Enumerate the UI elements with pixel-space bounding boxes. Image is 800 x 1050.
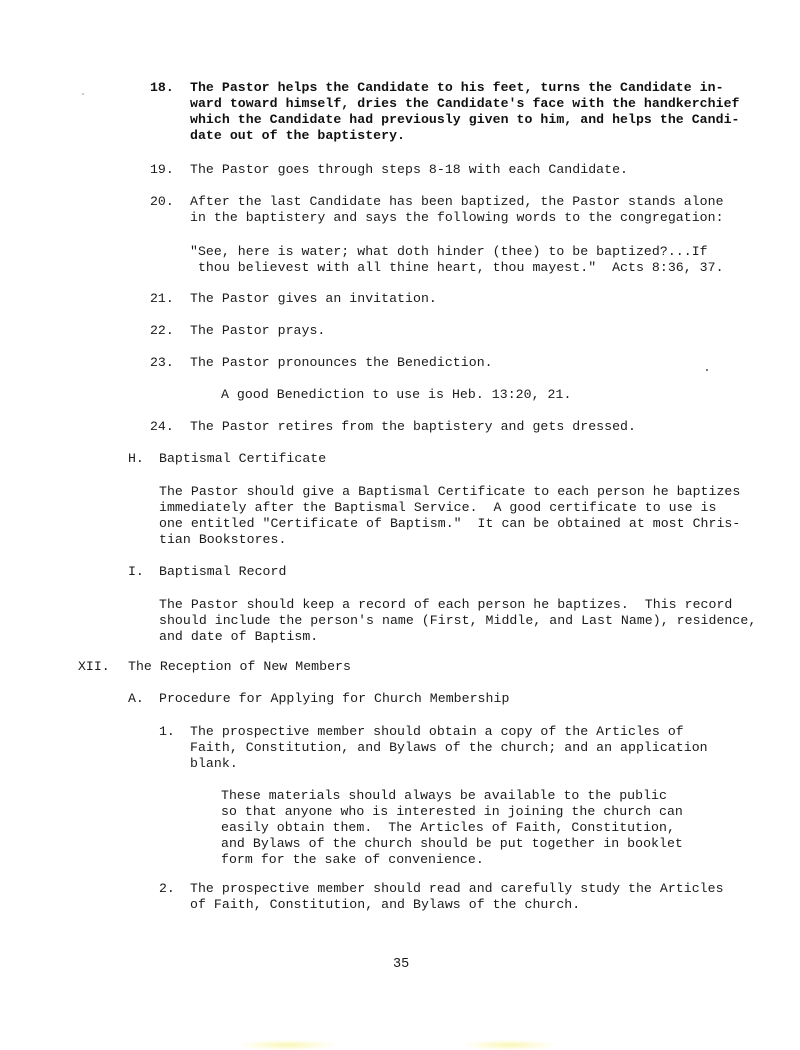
scan-speck [82, 93, 84, 95]
item-text-line: Faith, Constitution, and Bylaws of the church; and an application [190, 740, 708, 755]
step-number: 20. [150, 194, 174, 209]
page-number: 35 [393, 957, 410, 972]
section-i-paragraph-line: and date of Baptism. [159, 629, 319, 644]
section-h-paragraph-line: immediately after the Baptismal Service. A good certificate to use is [159, 500, 717, 515]
step-number: 24. [150, 419, 174, 434]
subsection-a-title: Procedure for Applying for Church Membership [159, 691, 510, 706]
scan-smudge [465, 1040, 555, 1050]
section-h-paragraph-line: tian Bookstores. [159, 532, 287, 547]
scan-speck [706, 369, 708, 371]
benediction-note: A good Benediction to use is Heb. 13:20, 21. [221, 387, 572, 402]
step-text-line: The Pastor prays. [190, 323, 326, 338]
section-h-label: H. [128, 451, 144, 466]
section-i-paragraph-line: should include the person's name (First, Middle, and Last Name), residence, [159, 613, 757, 628]
scripture-quote-line: "See, here is water; what doth hinder (thee) to be baptized?...If [190, 244, 708, 259]
item-note-line: form for the sake of convenience. [221, 852, 484, 867]
step-number: 18. [150, 80, 174, 95]
section-xii-title: The Reception of New Members [128, 659, 351, 674]
item-note-line: and Bylaws of the church should be put together in booklet [221, 836, 683, 851]
section-i-paragraph-line: The Pastor should keep a record of each person he baptizes. This record [159, 597, 733, 612]
scripture-quote-line: thou believest with all thine heart, thou mayest." Acts 8:36, 37. [190, 260, 724, 275]
step-text-line: The Pastor pronounces the Benediction. [190, 355, 493, 370]
step-number: 22. [150, 323, 174, 338]
item-number: 2. [159, 881, 175, 896]
step-text-line: date out of the baptistery. [190, 128, 406, 143]
section-h-title: Baptismal Certificate [159, 451, 327, 466]
section-i-label: I. [128, 564, 144, 579]
step-text-line: The Pastor retires from the baptistery and gets dressed. [190, 419, 636, 434]
step-text-line: After the last Candidate has been baptized, the Pastor stands alone [190, 194, 724, 209]
section-i-title: Baptismal Record [159, 564, 287, 579]
step-text-line: in the baptistery and says the following words to the congregation: [190, 210, 724, 225]
item-note-line: easily obtain them. The Articles of Faith, Constitution, [221, 820, 675, 835]
item-text-line: of Faith, Constitution, and Bylaws of the church. [190, 897, 581, 912]
step-text-line: which the Candidate had previously given to him, and helps the Candi- [190, 112, 740, 127]
item-note-line: so that anyone who is interested in joining the church can [221, 804, 683, 819]
step-text-line: ward toward himself, dries the Candidate's face with the handkerchief [190, 96, 740, 111]
section-h-paragraph-line: one entitled "Certificate of Baptism." It can be obtained at most Chris- [159, 516, 741, 531]
step-text-line: The Pastor gives an invitation. [190, 291, 437, 306]
scan-smudge [240, 1040, 335, 1050]
step-number: 21. [150, 291, 174, 306]
subsection-a-label: A. [128, 691, 144, 706]
item-text-line: The prospective member should obtain a copy of the Articles of [190, 724, 684, 739]
step-number: 23. [150, 355, 174, 370]
item-number: 1. [159, 724, 175, 739]
section-xii-label: XII. [78, 659, 110, 674]
item-text-line: The prospective member should read and carefully study the Articles [190, 881, 724, 896]
step-number: 19. [150, 162, 174, 177]
section-h-paragraph-line: The Pastor should give a Baptismal Certificate to each person he baptizes [159, 484, 741, 499]
item-text-line: blank. [190, 756, 238, 771]
step-text-line: The Pastor goes through steps 8-18 with each Candidate. [190, 162, 629, 177]
step-text-line: The Pastor helps the Candidate to his feet, turns the Candidate in- [190, 80, 724, 95]
item-note-line: These materials should always be available to the public [221, 788, 667, 803]
